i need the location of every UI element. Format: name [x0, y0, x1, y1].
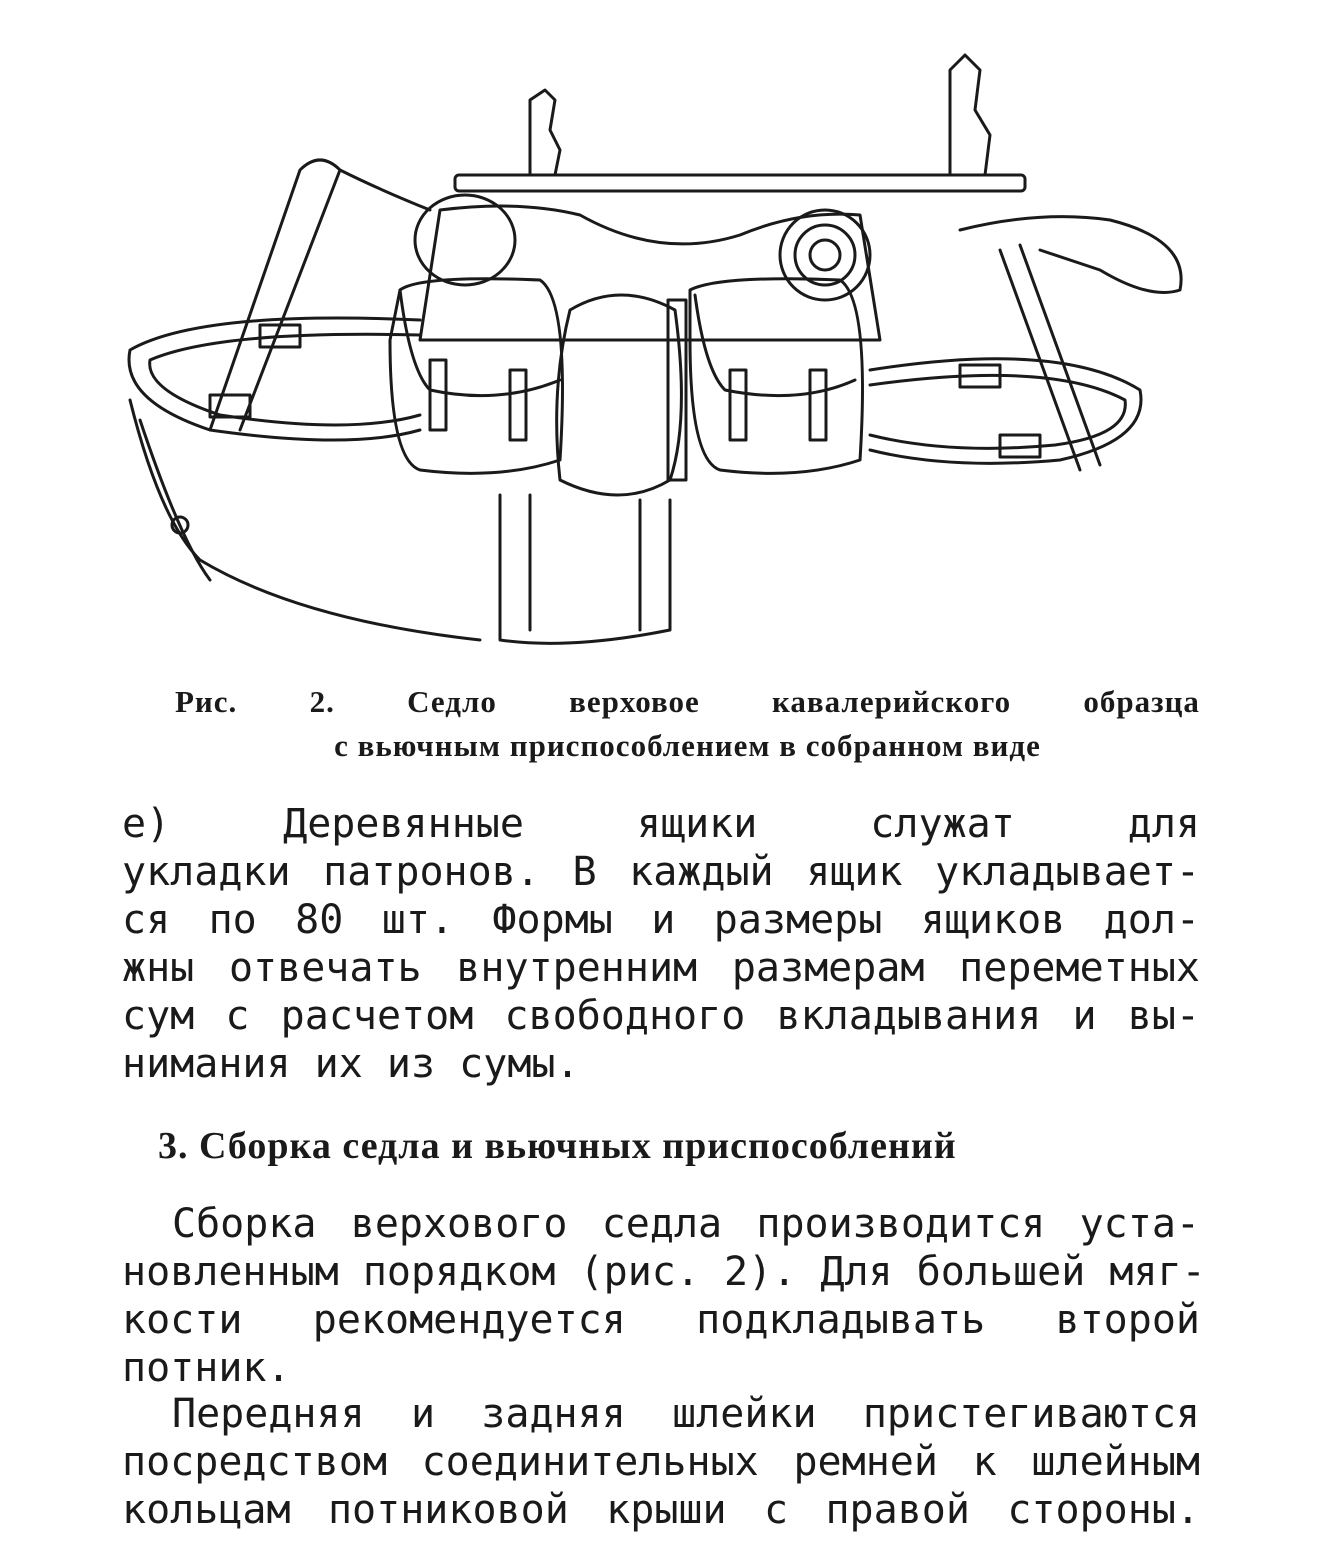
saddle-figure — [100, 40, 1220, 670]
caption-word: Седло — [407, 684, 497, 719]
paragraph-line: кости рекомендуется подкладывать второй — [122, 1297, 1200, 1343]
paragraph-line: нимания их из сумы. — [122, 1041, 580, 1087]
caption-word: образца — [1083, 684, 1200, 719]
figure-caption — [175, 680, 1200, 768]
paragraph-line: укладки патронов. В каждый ящик укладывает- — [122, 849, 1200, 895]
paragraph-line: Передняя и задняя шлейки пристегиваются — [172, 1391, 1200, 1437]
caption-word: 2. — [309, 684, 335, 719]
caption-word: верховое — [569, 684, 700, 719]
paragraph-wooden-boxes — [122, 800, 1200, 1088]
paragraph-line: кольцам потниковой крыши с правой стороны. — [122, 1487, 1200, 1533]
paragraph-line: е) Деревянные ящики служат для — [122, 801, 1200, 847]
paragraph-line: посредством соединительных ремней к шлейным — [122, 1439, 1200, 1485]
paragraph-line: сум с расчетом свободного вкладывания и вы- — [122, 993, 1200, 1039]
caption-word: Рис. — [175, 684, 238, 719]
paragraph-harness — [122, 1390, 1200, 1534]
caption-word: кавалерийского — [772, 684, 1012, 719]
paragraph-line: новленным порядком (рис. 2). Для большей мяг- — [122, 1249, 1206, 1295]
cavalry-saddle-illustration-icon — [100, 40, 1220, 670]
paragraph-line: Сборка верхового седла производится уста- — [172, 1201, 1200, 1247]
caption-line-2: с вьючным приспособлением в собранном виде — [334, 728, 1041, 763]
section-heading: 3. Сборка седла и вьючных приспособлений — [158, 1125, 957, 1167]
paragraph-saddle-assembly — [122, 1200, 1206, 1392]
caption-line-1 — [175, 680, 1200, 724]
paragraph-line: жны отвечать внутренним размерам переметных — [122, 945, 1200, 991]
paragraph-line: потник. — [122, 1345, 291, 1391]
paragraph-line: ся по 80 шт. Формы и размеры ящиков дол- — [122, 897, 1200, 943]
